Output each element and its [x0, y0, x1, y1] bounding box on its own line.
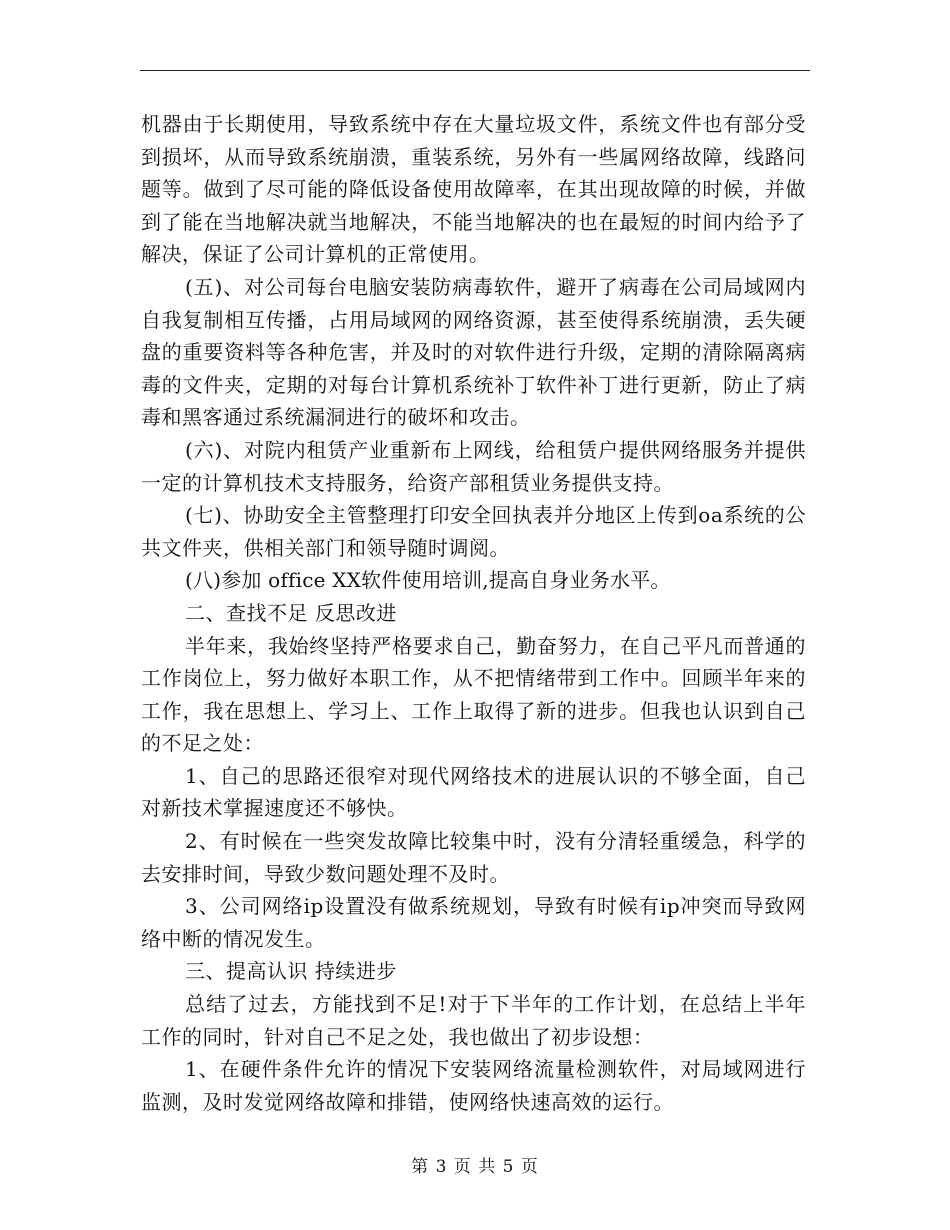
section-heading-2: 二、查找不足 反思改进 [185, 600, 397, 625]
paragraph-item-5: (五)、对公司每台电脑安装防病毒软件，避开了病毒在公司局域网内自我复制相互传播，占用局域网的网络资源，甚至使得系统崩溃，丢失硬盘的重要资料等各种危害，并及时的对软件进行升级，定期的清除隔离病毒的文件夹，定期的对每台计算机系统补丁软件补丁进行更新，防止了病毒和黑客通过系统漏洞进行的破坏和攻击。 [141, 274, 806, 430]
header-rule [140, 70, 810, 71]
paragraph-summary: 总结了过去，方能找到不足!对于下半年的工作计划，在总结上半年工作的同时，针对自己不足之处，我也做出了初步设想： [141, 992, 806, 1049]
paragraph-shortcoming-2: 2、有时候在一些突发故障比较集中时，没有分清轻重缓急，科学的去安排时间，导致少数问题处理不及时。 [141, 829, 806, 886]
paragraph-shortcoming-3: 3、公司网络ip设置没有做系统规划，导致有时候有ip冲突而导致网络中断的情况发生。 [141, 894, 806, 951]
paragraph-plan-1: 1、在硬件条件允许的情况下安装网络流量检测软件，对局域网进行监测，及时发觉网络故障和排错，使网络快速高效的运行。 [141, 1057, 806, 1114]
paragraph-item-8: (八)参加 office XX软件使用培训,提高自身业务水平。 [185, 568, 671, 593]
paragraph-continuation: 机器由于长期使用，导致系统中存在大量垃圾文件，系统文件也有部分受到损坏，从而导致系统崩溃，重装系统，另外有一些属网络故障，线路问题等。做到了尽可能的降低设备使用故障率，在其出现故障的时候，并做到了能在当地解决就当地解决，不能当地解决的也在最短的时间内给予了解决，保证了公司计算机的正常使用。 [141, 112, 806, 267]
body-text [141, 108, 806, 1118]
page-number: 第 3 页 共 5 页 [411, 1157, 539, 1177]
paragraph-half-year: 半年来，我始终坚持严格要求自己，勤奋努力，在自己平凡而普通的工作岗位上，努力做好本职工作，从不把情绪带到工作中。回顾半年来的工作，我在思想上、学习上、工作上取得了新的进步。但我也认识到自己的不足之处： [141, 633, 806, 756]
paragraph-shortcoming-1: 1、自己的思路还很窄对现代网络技术的进展认识的不够全面，自己对新技术掌握速度还不够快。 [141, 763, 806, 821]
paragraph-item-7: (七)、协助安全主管整理打印安全回执表并分地区上传到oa系统的公共文件夹，供相关部门和领导随时调阅。 [141, 503, 806, 560]
section-heading-3: 三、提高认识 持续进步 [185, 959, 397, 984]
paragraph-item-6: (六)、对院内租赁产业重新布上网线，给租赁户提供网络服务并提供一定的计算机技术支持服务，给资产部租赁业务提供支持。 [141, 437, 806, 495]
